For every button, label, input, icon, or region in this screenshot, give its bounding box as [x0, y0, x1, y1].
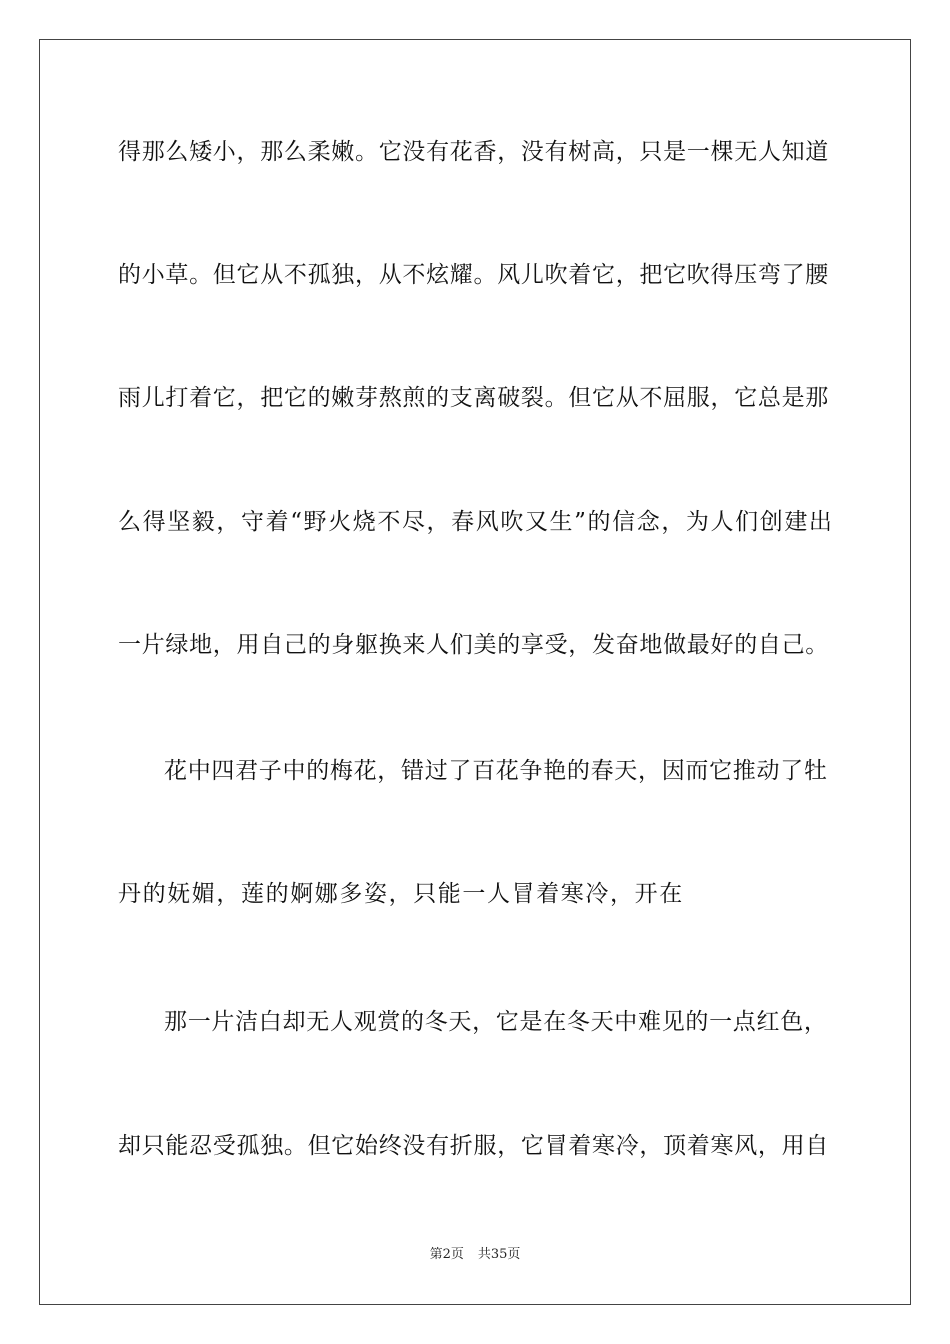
paragraph-start-line: 花中四君子中的梅花，错过了百花争艳的春天，因而它推动了牡 [164, 758, 828, 784]
text-line: 一片绿地，用自己的身躯换来人们美的享受，发奋地做最好的自己。 [118, 632, 829, 658]
text-line: 的小草。但它从不孤独，从不炫耀。风儿吹着它，把它吹得压弯了腰 [118, 262, 829, 288]
text-line: 丹的妩媚，莲的婀娜多姿，只能一人冒着寒冷，开在 [118, 881, 684, 907]
paragraph-start-line: 那一片洁白却无人观赏的冬天，它是在冬天中难见的一点红色， [164, 1009, 828, 1035]
page-footer [0, 1246, 950, 1264]
text-line: 雨儿打着它，把它的嫩芽熬煎的支离破裂。但它从不屈服，它总是那 [118, 385, 829, 411]
text-line: 么得坚毅，守着“野火烧不尽，春风吹又生”的信念，为人们创建出 [118, 509, 834, 535]
page-total: 共35页 [477, 1247, 521, 1262]
text-line: 却只能忍受孤独。但它始终没有折服，它冒着寒冷，顶着寒风，用自 [118, 1133, 829, 1159]
page-frame [39, 39, 911, 1305]
text-line: 得那么矮小，那么柔嫩。它没有花香，没有树高，只是一棵无人知道 [118, 139, 829, 165]
page-number: 第2页 [429, 1247, 464, 1262]
